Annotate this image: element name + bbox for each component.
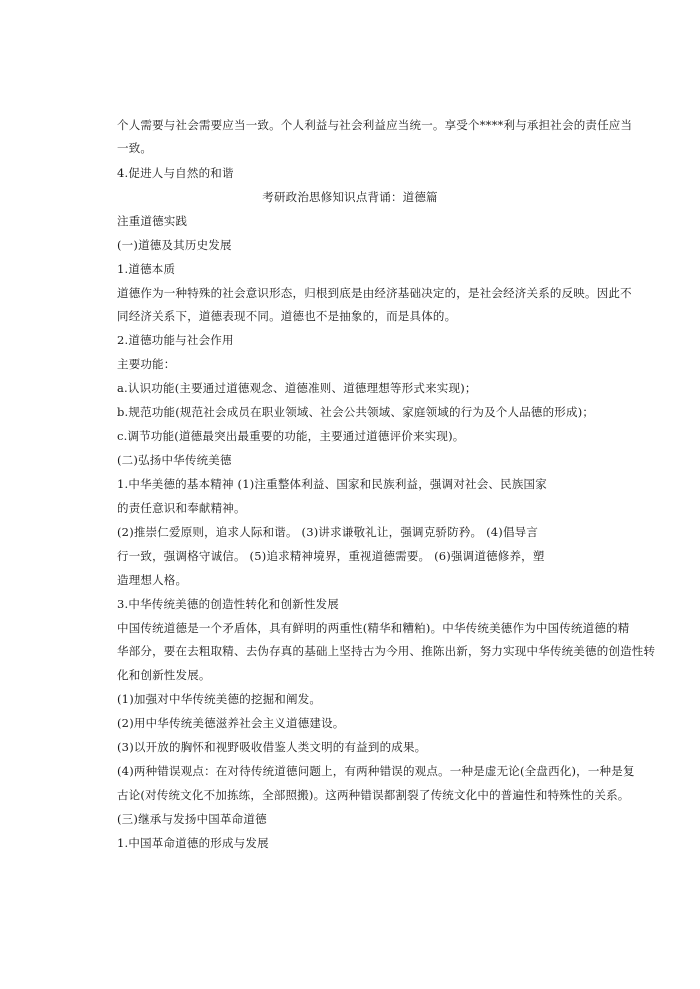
section-heading: 3.中华传统美德的创造性转化和创新性发展 xyxy=(117,597,339,611)
section-heading: 4.促进人与自然的和谐 xyxy=(117,166,234,180)
paragraph-line: 道德作为一种特殊的社会意识形态，归根到底是由经济基础决定的，是社会经济关系的反映。因此不 xyxy=(117,286,632,300)
list-item: c.调节功能(道德最突出最重要的功能，主要通过道德评价来实现)。 xyxy=(117,429,465,443)
paragraph-line: 化和创新性发展。 xyxy=(117,668,211,682)
section-heading: 1.中国革命道德的形成与发展 xyxy=(117,836,269,850)
list-item: b.规范功能(规范社会成员在职业领域、社会公共领域、家庭领域的行为及个人品德的形成)； xyxy=(117,405,595,419)
list-item: (1)加强对中华传统美德的挖掘和阐发。 xyxy=(117,692,322,706)
paragraph-line: 一致。 xyxy=(117,141,153,155)
paragraph-line: 华部分，要在去粗取精、去伪存真的基础上坚持古为今用、推陈出新，努力实现中华传统美德的创造性转 xyxy=(117,644,656,658)
section-heading: 2.道德功能与社会作用 xyxy=(117,333,234,347)
paragraph-line: 个人需要与社会需要应当一致。个人利益与社会利益应当统一。享受个****利与承担社会的责任应当 xyxy=(117,118,633,132)
paragraph-line: 造理想人格。 xyxy=(117,573,188,587)
section-heading: 注重道德实践 xyxy=(117,214,188,228)
page-title: 考研政治思修知识点背诵：道德篇 xyxy=(262,190,438,204)
paragraph-line: 古论(对传统文化不加拣练，全部照搬)。这两种错误都割裂了传统文化中的普遍性和特殊性的关系。 xyxy=(117,788,630,802)
paragraph-line: (2)推崇仁爱原则，追求人际和谐。 (3)讲求谦敬礼让，强调克骄防矜。 (4)倡导言 xyxy=(117,525,539,539)
list-item: (3)以开放的胸怀和视野吸收借鉴人类文明的有益到的成果。 xyxy=(117,740,427,754)
list-item: (2)用中华传统美德滋养社会主义道德建设。 xyxy=(117,716,345,730)
list-item: (4)两种错误观点：在对待传统道德问题上，有两种错误的观点。一种是虚无论(全盘西化)，一种是复 xyxy=(117,764,635,778)
paragraph-line: 中国传统道德是一个矛盾体，具有鲜明的两重性(精华和糟粕)。中华传统美德作为中国传统道德的精 xyxy=(117,621,630,635)
section-heading: 1.道德本质 xyxy=(117,262,176,276)
paragraph-line: 同经济关系下，道德表现不同。道德也不是抽象的，而是具体的。 xyxy=(117,309,457,323)
paragraph-line: 1.中华美德的基本精神 (1)注重整体利益、国家和民族利益，强调对社会、民族国家 xyxy=(117,477,547,491)
paragraph-line: 主要功能： xyxy=(117,357,176,371)
section-heading: (二)弘扬中华传统美德 xyxy=(117,453,232,467)
paragraph-line: 行一致，强调格守诚信。 (5)追求精神境界，重视道德需要。 (6)强调道德修养，塑 xyxy=(117,549,545,563)
section-heading: (三)继承与发扬中国革命道德 xyxy=(117,812,267,826)
section-heading: (一)道德及其历史发展 xyxy=(117,238,232,252)
paragraph-line: 的责任意识和奉献精神。 xyxy=(117,501,246,515)
list-item: a.认识功能(主要通过道德观念、道德准则、道德理想等形式来实现)； xyxy=(117,381,477,395)
